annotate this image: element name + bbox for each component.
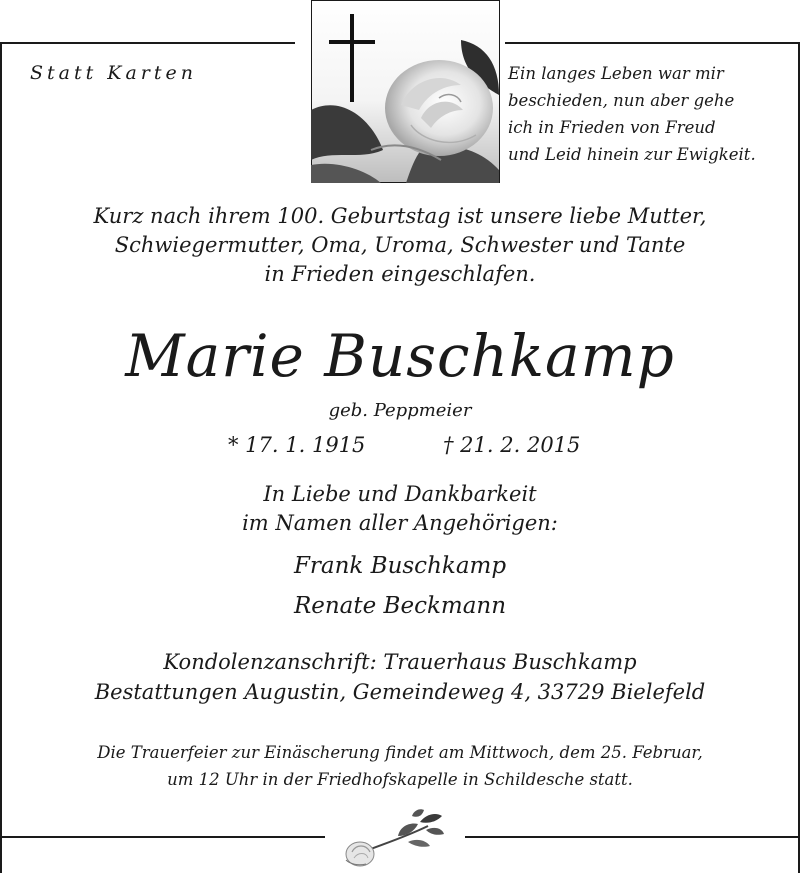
border-top-left (0, 42, 295, 44)
ceremony-line: um 12 Uhr in der Friedhofskapelle in Schildesche statt. (167, 770, 633, 789)
border-top-right (505, 42, 800, 44)
maiden-name: geb. Peppmeier (328, 400, 472, 421)
death-date: † 21. 2. 2015 (443, 433, 581, 457)
quote-line: ich in Frieden von Freud (508, 118, 716, 137)
intro-line: in Frieden eingeschlafen. (264, 262, 536, 286)
quote-line: Ein langes Leben war mir (508, 64, 724, 83)
thanks-line: im Namen aller Angehörigen: (242, 511, 558, 535)
quote-line: und Leid hinein zur Ewigkeit. (508, 145, 756, 164)
thanks-line: In Liebe und Dankbarkeit (263, 482, 537, 506)
intro-line: Kurz nach ihrem 100. Geburtstag ist unsere liebe Mutter, (93, 204, 707, 228)
quote-line: beschieden, nun aber gehe (508, 91, 735, 110)
ceremony-info (0, 739, 800, 793)
thanks-text (0, 480, 800, 538)
condolence-address (0, 647, 800, 707)
statt-karten-label: Statt Karten (30, 62, 198, 84)
cross-and-rose-image (311, 0, 500, 183)
address-line: Kondolenzanschrift: Trauerhaus Buschkamp (163, 650, 637, 674)
deceased-name: Marie Buschkamp (125, 322, 675, 390)
quote-block (508, 60, 798, 168)
border-bottom-left (0, 836, 325, 838)
intro-line: Schwiegermutter, Oma, Uroma, Schwester und Tante (114, 233, 686, 257)
ceremony-line: Die Trauerfeier zur Einäscherung findet am Mittwoch, dem 25. Februar, (97, 743, 703, 762)
mourner-name: Renate Beckmann (293, 593, 507, 619)
birth-date: * 17. 1. 1915 (228, 433, 366, 457)
rose-icon (338, 808, 458, 870)
intro-text (0, 202, 800, 289)
mourner-name: Frank Buschkamp (293, 553, 507, 579)
address-line: Bestattungen Augustin, Gemeindeweg 4, 33729 Bielefeld (94, 680, 706, 704)
border-bottom-right (465, 836, 800, 838)
